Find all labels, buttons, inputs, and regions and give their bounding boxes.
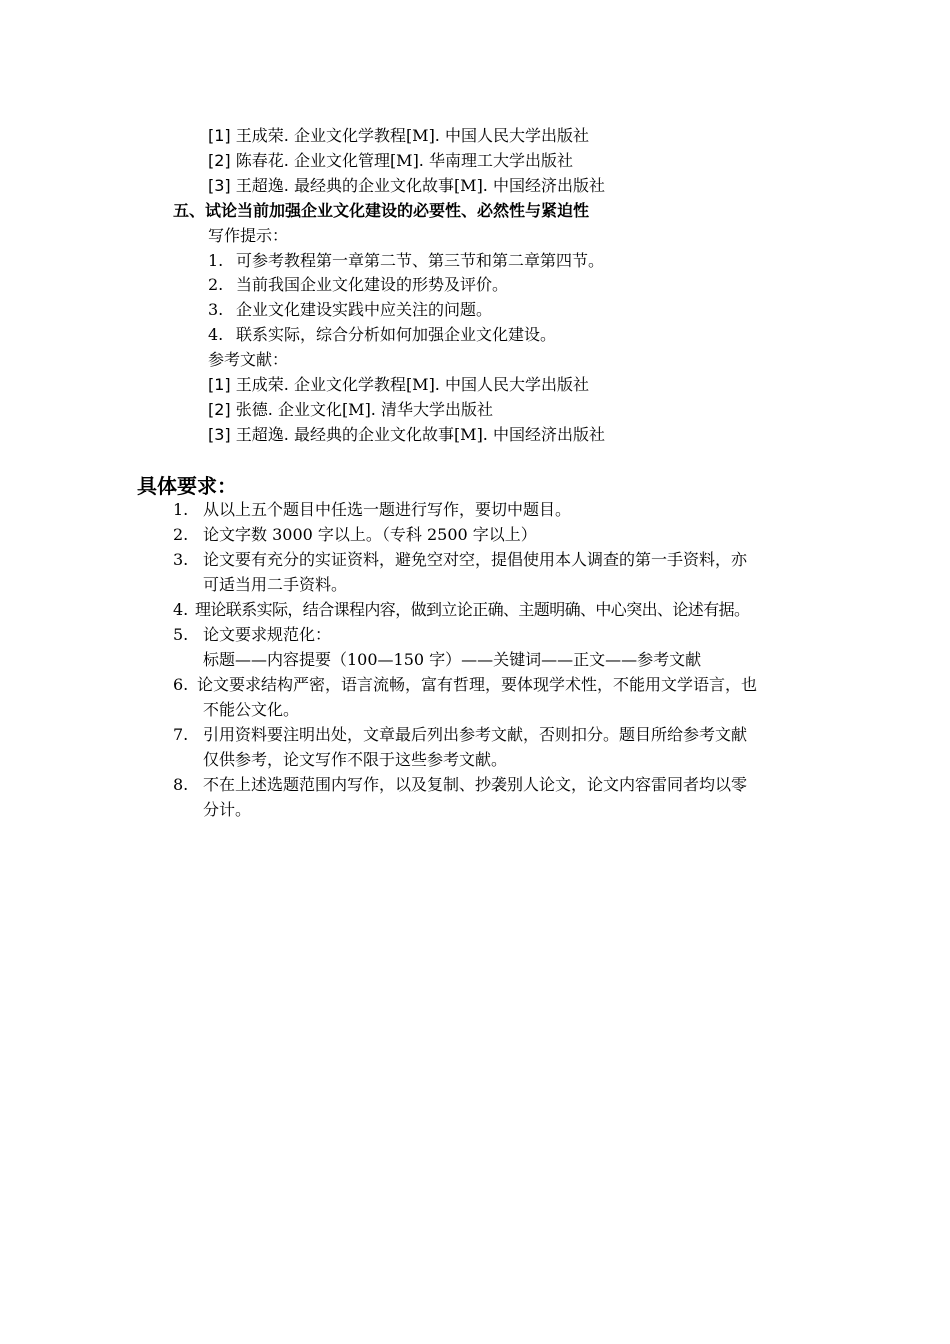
ref-text: 陈春花. 企业文化管理[M]. 华南理工大学出版社 xyxy=(235,151,573,170)
tip-text: 企业文化建设实践中应关注的问题。 xyxy=(236,300,493,319)
requirement-text: 引用资料要注明出处，文章最后列出参考文献，否则扣分。题目所给参考文献 xyxy=(203,725,748,744)
requirement-6 xyxy=(173,673,757,697)
ref-text: 王成荣. 企业文化学教程[M]. 中国人民大学出版社 xyxy=(235,375,589,394)
requirement-5-continuation: 标题——内容提要（100—150 字）——关键词——正文——参考文献 xyxy=(203,650,702,669)
requirement-text: 论文要求结构严密，语言流畅，富有哲理，要体现学术性，不能用文学语言，也 xyxy=(197,675,758,694)
ref-number: [2] xyxy=(208,400,231,419)
topic5-ref-3 xyxy=(208,423,605,447)
ref-number: [3] xyxy=(208,425,231,444)
tip-text: 当前我国企业文化建设的形势及评价。 xyxy=(236,275,509,294)
requirement-text: 论文要求规范化： xyxy=(203,625,332,644)
requirement-number: 2. xyxy=(173,525,189,544)
requirement-2 xyxy=(173,523,537,547)
topic5-title: 五、试论当前加强企业文化建设的必要性、必然性与紧迫性 xyxy=(173,201,590,220)
ref-number: [1] xyxy=(208,126,231,145)
prev-ref-3 xyxy=(208,174,605,198)
topic5-ref-2 xyxy=(208,398,493,422)
requirement-text: 论文要有充分的实证资料，避免空对空，提倡使用本人调查的第一手资料，亦 xyxy=(203,550,748,569)
ref-text: 王超逸. 最经典的企业文化故事[M]. 中国经济出版社 xyxy=(235,176,605,195)
tip-number: 2. xyxy=(208,275,224,294)
ref-text: 王成荣. 企业文化学教程[M]. 中国人民大学出版社 xyxy=(235,126,589,145)
requirement-text: 不在上述选题范围内写作，以及复制、抄袭别人论文，论文内容雷同者均以零 xyxy=(203,775,748,794)
requirement-number: 5. xyxy=(173,625,189,644)
requirement-7-continuation: 仅供参考，论文写作不限于这些参考文献。 xyxy=(203,750,508,769)
requirement-number: 3. xyxy=(173,550,189,569)
prev-ref-1 xyxy=(208,124,589,148)
requirement-number: 8. xyxy=(173,775,189,794)
topic5-tip-1 xyxy=(208,249,604,273)
ref-number: [1] xyxy=(208,375,231,394)
tip-text: 联系实际，综合分析如何加强企业文化建设。 xyxy=(236,325,557,344)
requirement-number: 7. xyxy=(173,725,189,744)
requirement-1 xyxy=(173,498,571,522)
tip-number: 1. xyxy=(208,251,224,270)
topic5-refs-label: 参考文献： xyxy=(208,350,289,369)
requirement-text: 从以上五个题目中任选一题进行写作，要切中题目。 xyxy=(203,500,572,519)
requirement-7 xyxy=(173,723,747,747)
requirement-8 xyxy=(173,773,747,797)
requirement-3-continuation: 可适当用二手资料。 xyxy=(203,575,348,594)
ref-text: 王超逸. 最经典的企业文化故事[M]. 中国经济出版社 xyxy=(235,425,605,444)
requirement-3 xyxy=(173,548,747,572)
ref-text: 张德. 企业文化[M]. 清华大学出版社 xyxy=(235,400,493,419)
topic5-ref-1 xyxy=(208,373,589,397)
ref-number: [3] xyxy=(208,176,231,195)
topic5-tips-label: 写作提示： xyxy=(208,226,289,245)
requirement-number: 6. xyxy=(173,675,189,694)
requirement-text: 理论联系实际，结合课程内容，做到立论正确、主题明确、中心突出、论述有据。 xyxy=(195,600,750,619)
requirement-number: 4. xyxy=(173,600,189,619)
requirement-5 xyxy=(173,623,331,647)
topic5-tip-4 xyxy=(208,323,556,347)
requirement-text: 论文字数 3000 字以上。（专科 2500 字以上） xyxy=(203,525,537,544)
prev-ref-2 xyxy=(208,149,573,173)
tip-text: 可参考教程第一章第二节、第三节和第二章第四节。 xyxy=(236,251,605,270)
topic5-tip-2 xyxy=(208,273,508,297)
requirement-8-continuation: 分计。 xyxy=(203,800,252,819)
tip-number: 4. xyxy=(208,325,224,344)
requirement-4 xyxy=(173,598,749,622)
topic5-tip-3 xyxy=(208,298,492,322)
requirements-heading: 具体要求： xyxy=(137,474,237,498)
requirement-number: 1. xyxy=(173,500,189,519)
ref-number: [2] xyxy=(208,151,231,170)
tip-number: 3. xyxy=(208,300,224,319)
requirement-6-continuation: 不能公文化。 xyxy=(203,700,300,719)
